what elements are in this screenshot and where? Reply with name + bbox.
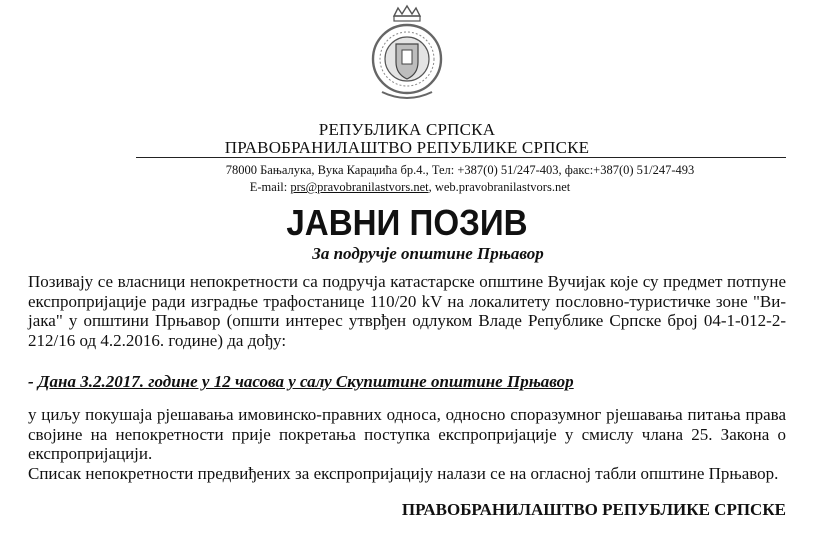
date-dash: - <box>28 372 38 391</box>
paragraph-property-list: Списак непокретности предвиђених за експропријацију налази се на огласној табли општине Прњавор. <box>28 464 779 483</box>
address-line: 78000 Бањалука, Вука Караџића бр.4., Тел: +387(0) 51/247-403, факс:+387(0) 51/247-493 <box>225 163 695 177</box>
organization-line-1: РЕПУБЛИКА СРПСКА <box>318 120 496 139</box>
organization-line-2: ПРАВОБРАНИЛАШТВО РЕПУБЛИКЕ СРПСКЕ <box>224 138 590 157</box>
email-label: E-mail: <box>249 180 291 194</box>
date-text: Дана 3.2.2017. године у 12 часова у салу Скупштине општине Прњавор <box>37 372 574 391</box>
contact-line <box>200 180 620 195</box>
paragraph-purpose: у циљу покушаја рјешавања имовинско-правних односа, односно споразумног рјешавања питања права својине на непокретности прије покретања поступка експропријације у смислу члана 25. Закона о експропријацији. <box>28 405 786 463</box>
meeting-date-line <box>28 372 574 392</box>
website-text: , web.pravobranilastvors.net <box>428 180 571 194</box>
notice-title: ЈАВНИ ПОЗИВ <box>286 202 528 243</box>
coat-of-arms-icon <box>360 4 454 112</box>
header-divider <box>136 157 786 158</box>
notice-subtitle: За подручје општине Прњавор <box>312 244 544 263</box>
paragraph-invitation: Позивају се власници непокретности са подручја катастарске општине Вучијак које су предмет потпуне експропријације ради изградње трафостанице 110/20 kV на локалитету пословно-туристичке зоне "Ви-јака" у општини Прњавор (општи интерес утврђен одлуком Владе Републике Српске број 04-1-012-2-212/16 од 4.2.2016. године) да дођу: <box>28 272 786 350</box>
email-link[interactable]: prs@pravobranilastvors.net <box>290 180 429 194</box>
signature: ПРАВОБРАНИЛАШТВО РЕПУБЛИКЕ СРПСКЕ <box>401 500 786 519</box>
